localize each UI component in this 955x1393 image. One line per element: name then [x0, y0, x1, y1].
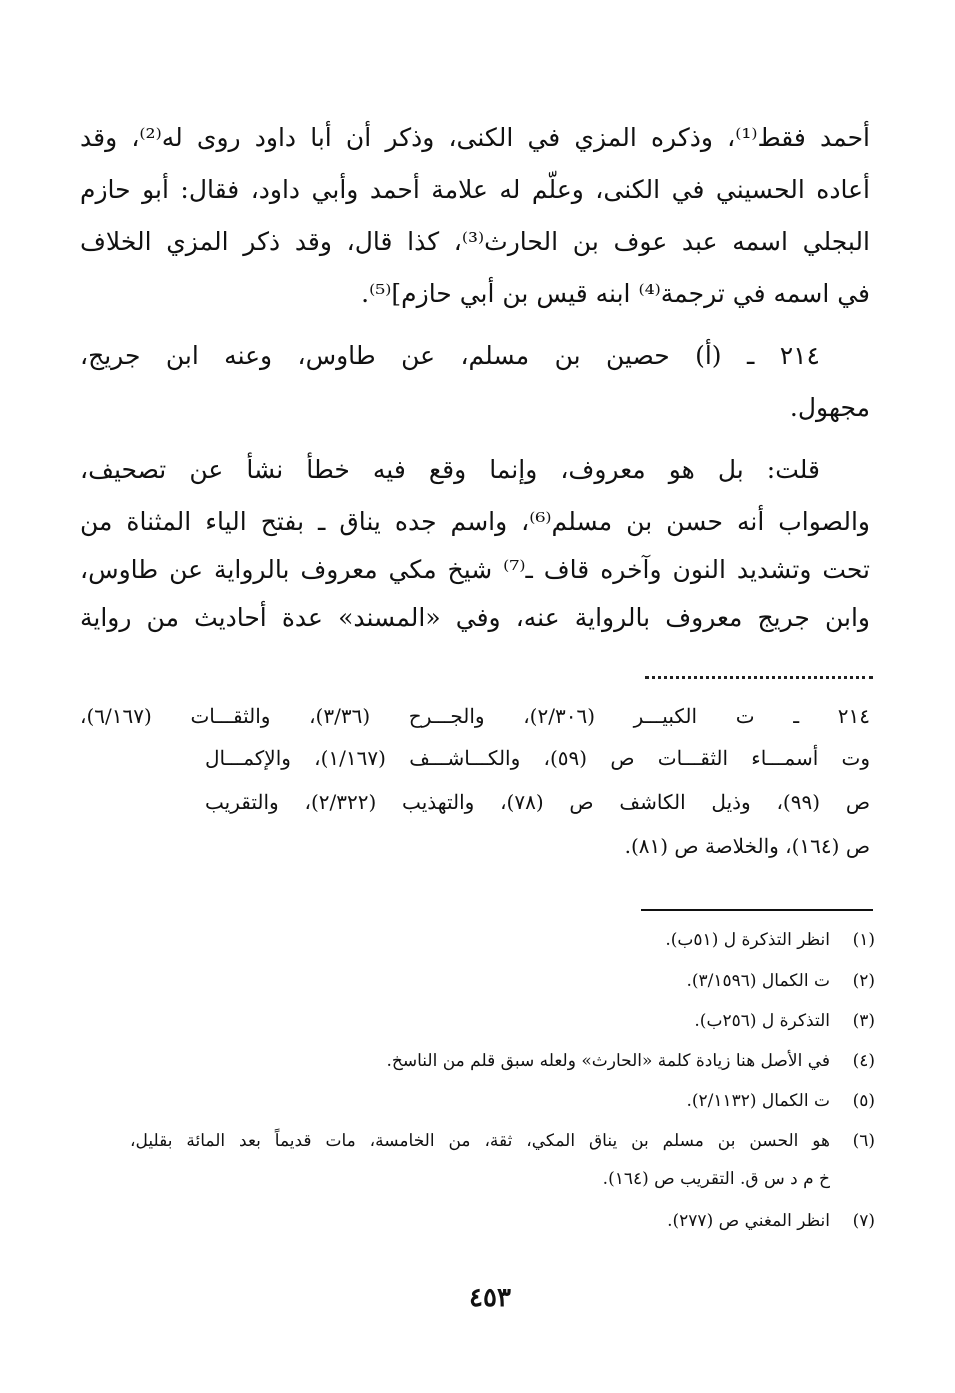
footnote-text: ت الكمال (٣/١٥٩٦). — [686, 971, 830, 991]
footnote-number: (٣) — [852, 1011, 875, 1031]
body-line-3: البجلي اسمه عبد عوف بن الحارث⁽³⁾، كذا قال، وقد ذكر المزي الخلاف — [80, 227, 870, 256]
body-line-6: مجهول. — [789, 393, 870, 422]
body-line-9: تحت وتشديد النون وآخره قاف ـ⁽⁷⁾ شيخ مكي معروف بالرواية عن طاوس، — [80, 555, 870, 584]
body-line-2: أعاده الحسيني في الكنى، وعلّم له علامة أحمد وأبي داود، فقال: أبو حازم — [80, 175, 870, 204]
footnote-rule — [641, 909, 873, 911]
footnote-number: (٥) — [852, 1091, 875, 1111]
footnote-text: في الأصل هنا زيادة كلمة «الحارث» ولعله سبق قلم من الناسخ. — [386, 1051, 830, 1071]
body-line-4: في اسمه في ترجمة⁽⁴⁾ ابنه قيس بن أبي حازم]⁽⁵⁾. — [361, 279, 870, 308]
reference-line-3: ص (٩٩)، وذيل الكاشف ص (٧٨)، والتهذيب (٢/٣٢٢)، والتقريب — [205, 790, 870, 814]
body-line-8: والصواب أنه حسن بن مسلم⁽⁶⁾، واسم جده يناق ـ بفتح الياء المثناة من — [80, 507, 870, 536]
footnote-number: (٧) — [852, 1211, 875, 1231]
page-number: ٤٥٣ — [469, 1283, 511, 1313]
footnote-number: (٢) — [852, 971, 875, 991]
footnote-number: (٤) — [852, 1051, 875, 1071]
entry-heading-line: ٢١٤ ـ (أ) حصين بن مسلم، عن طاوس، وعنه ابن جريج، — [80, 341, 820, 370]
footnote-text: انظر المغني ص (٢٧٧). — [667, 1211, 830, 1231]
footnote-text-continued: خ م د س ق. التقريب ص (١٦٤). — [602, 1169, 830, 1189]
body-line-7: قلت: بل هو معروف، وإنما وقع فيه خطأ نشأ عن تصحيف، — [80, 455, 820, 484]
footnote-text: ت الكمال (٢/١١٣٢). — [686, 1091, 830, 1111]
footnote-text: انظر التذكرة ل (٥١ب). — [665, 930, 830, 950]
dotted-separator — [645, 676, 873, 689]
footnote-text: هو الحسن بن مسلم بن يناق المكي، ثقة، من الخامسة، مات قديماً بعد المائة بقليل، — [130, 1131, 830, 1151]
body-line-1: أحمد فقط⁽¹⁾، وذكره المزي في الكنى، وذكر أن أبا داود روى له⁽²⁾، وقد — [80, 123, 870, 152]
reference-line-4: ص (١٦٤)، والخلاصة ص (٨١). — [624, 834, 870, 858]
footnote-text: التذكرة ل (٢٥٦ب). — [694, 1011, 830, 1031]
footnote-number: (٦) — [852, 1131, 875, 1151]
reference-line-2: وت أسمـــاء الثقـــات ص (٥٩)، والكـــاشـــف (١/١٦٧)، والإكمـــال — [205, 746, 870, 770]
body-line-10: وابن جريج معروف بالرواية عنه، وفي «المسند» عدة أحاديث من رواية — [80, 603, 870, 632]
footnote-number: (١) — [852, 930, 875, 950]
reference-line-1: ٢١٤ ـ ت الكبيـــر (٢/٣٠٦)، والجـــرح (٣/٣٦)، والثقـــات (٦/١٦٧)، — [80, 704, 870, 728]
